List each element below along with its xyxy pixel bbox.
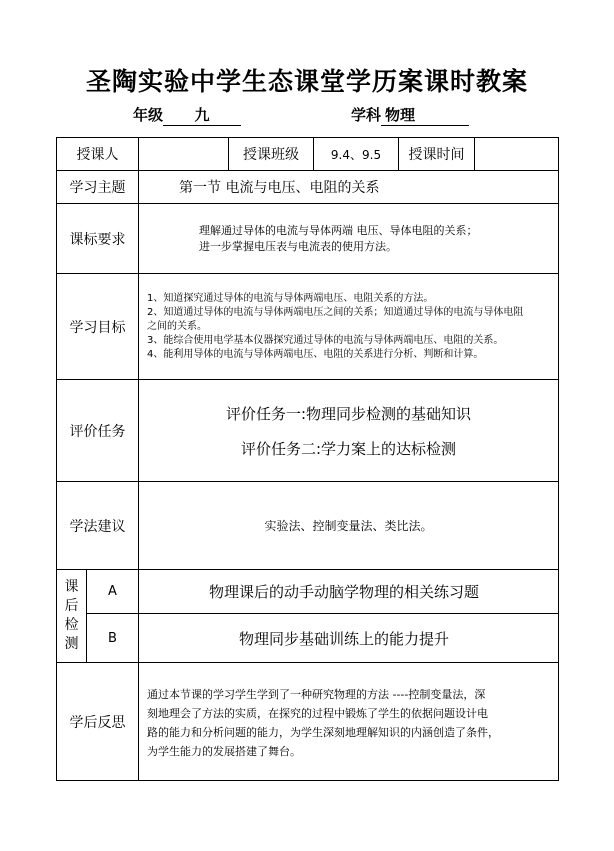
time-label: 授课时间 (399, 138, 475, 171)
class-label: 授课班级 (229, 138, 314, 171)
lesson-plan-table (56, 137, 559, 781)
check-label-char: 课 (64, 579, 79, 595)
check-a-value: 物理课后的动手动脑学物理的相关练习题 (139, 570, 559, 614)
reflect-line: 刻地理会了方法的实质，在探究的过程中锻炼了学生的依据问题设计电 (147, 706, 488, 720)
check-label-char: 后 (64, 598, 79, 614)
grade-value: 九 (163, 104, 241, 126)
check-label (57, 570, 87, 663)
goal-line: 3、能综合使用电学基本仪器探究通过导体的电流与导体两端电压、电阻的关系。 (147, 334, 504, 346)
method-value: 实验法、控制变量法、类比法。 (139, 482, 559, 570)
grade-label: 年级 (133, 106, 164, 124)
method-label: 学法建议 (57, 482, 139, 570)
topic-label: 学习主题 (57, 171, 139, 204)
reflect-content (139, 663, 559, 781)
reflect-line: 为学生能力的发展搭建了舞台。 (147, 744, 301, 758)
class-value: 9.4、9.5 (314, 138, 399, 171)
table-row-goals (57, 274, 559, 380)
check-b-value: 物理同步基础训练上的能力提升 (139, 614, 559, 663)
reflect-line: 路的能力和分析问题的能力，为学生深刻地理解知识的内涵创造了条件， (147, 725, 499, 739)
table-row-reflect (57, 663, 559, 781)
table-row-topic (57, 171, 559, 204)
subject-label: 学科 (351, 106, 382, 124)
check-a-label: A (87, 570, 139, 614)
table-row-check-b (57, 614, 559, 663)
check-b-label: B (87, 614, 139, 663)
table-row-check-a (57, 570, 559, 614)
goal-line: 之间的关系。 (147, 320, 207, 332)
check-label-char: 测 (64, 636, 79, 652)
goal-line: 1、知道探究通过导体的电流与导体两端电压、电阻关系的方法。 (147, 292, 434, 304)
table-row-method (57, 482, 559, 570)
page-title: 圣陶实验中学生态课堂学历案课时教案 (85, 67, 528, 96)
eval-task-2: 评价任务二:学力案上的达标检测 (240, 439, 457, 458)
time-value (475, 138, 559, 171)
standard-content (139, 204, 559, 274)
reflect-line: 通过本节课的学习学生学到了一种研究物理的方法 ----控制变量法，深 (147, 687, 486, 701)
goals-label: 学习目标 (57, 274, 139, 380)
subject-field (351, 104, 469, 126)
eval-task-1: 评价任务一:物理同步检测的基础知识 (225, 404, 472, 423)
standard-label: 课标要求 (57, 204, 139, 274)
check-label-char: 检 (64, 617, 79, 633)
goals-content (139, 274, 559, 380)
standard-line: 理解通过导体的电流与导体两端 电压、导体电阻的关系； (199, 223, 478, 237)
table-row-standard (57, 204, 559, 274)
teacher-label: 授课人 (57, 138, 139, 171)
standard-line: 进一步掌握电压表与电流表的使用方法。 (199, 239, 397, 253)
subject-value: 物理 (381, 104, 469, 126)
reflect-label: 学后反思 (57, 663, 139, 781)
goal-line: 2、知道通过导体的电流与导体两端电压之间的关系；知道通过导体的电流与导体电阻 (147, 306, 524, 318)
eval-content (139, 380, 559, 482)
teacher-value (139, 138, 229, 171)
goal-line: 4、能利用导体的电流与导体两端电压、电阻的关系进行分析、判断和计算。 (147, 348, 484, 360)
topic-value: 第一节 电流与电压、电阻的关系 (139, 171, 559, 204)
table-row-header-info (57, 138, 559, 171)
table-row-eval (57, 380, 559, 482)
grade-field (133, 104, 241, 126)
eval-label: 评价任务 (57, 380, 139, 482)
